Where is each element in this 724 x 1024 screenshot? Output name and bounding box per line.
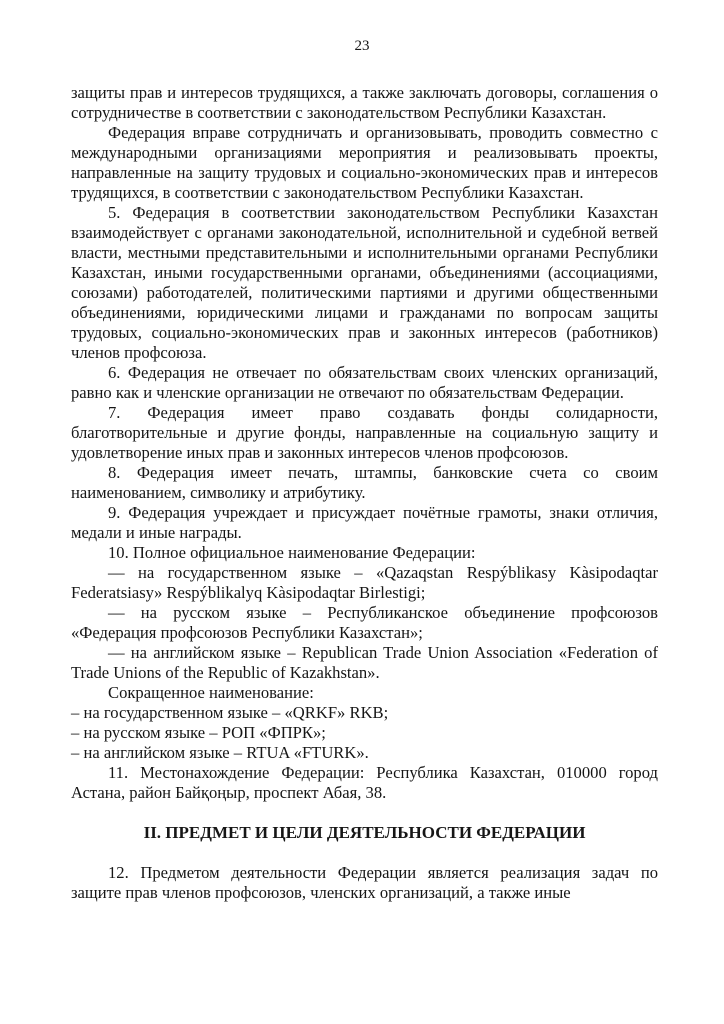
paragraph-item-12: 12. Предметом деятельности Федерации является реализация задач по защите прав членов профсоюзов, членских организаций, а также иные	[71, 863, 658, 902]
paragraph-item-7: 7. Федерация имеет право создавать фонды солидарности, благотворительные и другие фонды, направленные на социальную защиту и удовлетворение иных прав и законных интересов членов профсоюзов.	[71, 403, 658, 462]
paragraph-item-11-location: 11. Местонахождение Федерации: Республика Казахстан, 010000 город Астана, район Байқоңыр, проспект Абая, 38.	[71, 763, 658, 802]
short-name-state-language: – на государственном языке – «QRKF» RKB;	[71, 703, 389, 722]
paragraph-item-5: 5. Федерация в соответствии законодательством Республики Казахстан взаимодействует с органами законодательной, исполнительной и судебной ветвей власти, местными представительными и исполнительными органами Республики Казахстан, иными государственными органами, объединениями (ассоциациями, союзами) работодателей, политическими партиями и другими общественными объединениями, юридическими лицами и гражданами по вопросам защиты трудовых, социально-экономических прав и законных интересов (работников) членов профсоюза.	[71, 203, 658, 362]
short-name-label: Сокращенное наименование:	[108, 683, 314, 702]
paragraph-item-6: 6. Федерация не отвечает по обязательствам своих членских организаций, равно как и членские организации не отвечают по обязательствам Федерации.	[71, 363, 658, 402]
full-name-english-language: — на английском языке – Republican Trade Union Association «Federation of Trade Unions of the Republic of Kazakhstan».	[71, 643, 658, 682]
paragraph-item-9: 9. Федерация учреждает и присуждает почётные грамоты, знаки отличия, медали и иные награды.	[71, 503, 658, 542]
full-name-state-language: — на государственном языке – «Qazaqstan Respýblikasy Kàsipodaqtar Federatsiasy» Respýblikalyq Kàsipodaqtar Birlestigi;	[71, 563, 658, 602]
short-name-russian-language: – на русском языке – РОП «ФПРК»;	[71, 723, 326, 742]
short-name-english-language: – на английском языке – RTUA «FTURK».	[71, 743, 369, 762]
paragraph-item-10: 10. Полное официальное наименование Федерации:	[108, 543, 476, 562]
full-name-russian-language: — на русском языке – Республиканское объединение профсоюзов «Федерация профсоюзов Республики Казахстан»;	[71, 603, 658, 642]
page-number: 23	[354, 38, 370, 54]
paragraph-item-8: 8. Федерация имеет печать, штампы, банковские счета со своим наименованием, символику и атрибутику.	[71, 463, 658, 502]
paragraph-cooperation: Федерация вправе сотрудничать и организовывать, проводить совместно с международными организациями мероприятия и реализовывать проекты, направленные на защиту трудовых и социально-экономических прав и интересов трудящихся, в соответствии с законодательством Республики Казахстан.	[71, 123, 658, 202]
page-content	[71, 83, 658, 903]
paragraph-continuation: защиты прав и интересов трудящихся, а также заключать договоры, соглашения о сотрудничестве в соответствии с законодательством Республики Казахстан.	[71, 83, 658, 122]
section-heading: II. ПРЕДМЕТ И ЦЕЛИ ДЕЯТЕЛЬНОСТИ ФЕДЕРАЦИИ	[143, 823, 586, 842]
